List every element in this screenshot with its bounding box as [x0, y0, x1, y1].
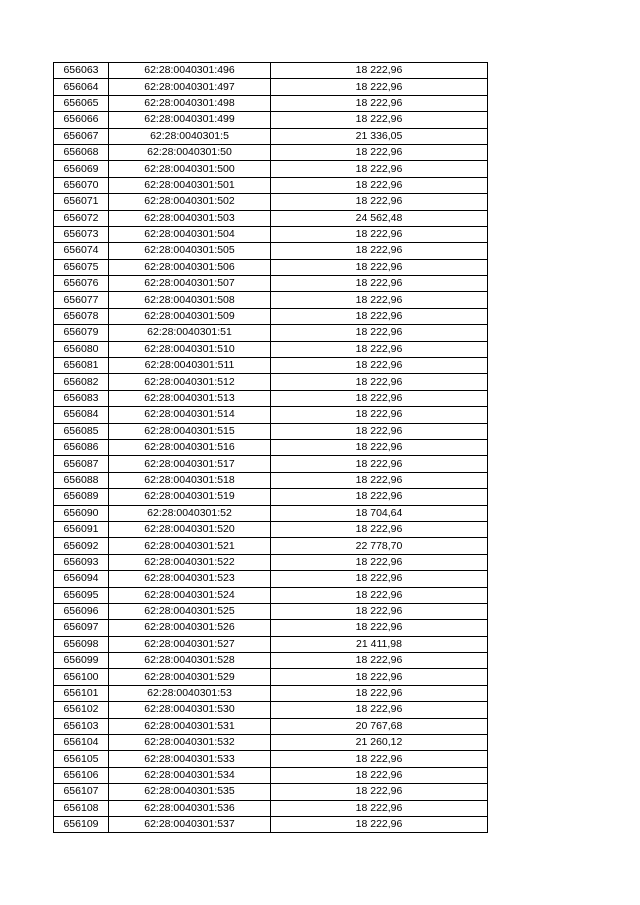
cadastral-number-cell: 62:28:0040301:515 — [109, 423, 271, 439]
row-number-cell: 656066 — [54, 112, 109, 128]
cadastral-number-cell: 62:28:0040301:535 — [109, 784, 271, 800]
cadastral-number-cell: 62:28:0040301:500 — [109, 161, 271, 177]
cadastral-number-cell: 62:28:0040301:533 — [109, 751, 271, 767]
row-number-cell: 656076 — [54, 276, 109, 292]
cadastral-value-cell: 18 222,96 — [271, 374, 488, 390]
cadastral-value-cell: 18 222,96 — [271, 292, 488, 308]
row-number-cell: 656087 — [54, 456, 109, 472]
table-row — [54, 554, 488, 570]
cadastral-value-cell: 18 222,96 — [271, 423, 488, 439]
table-row — [54, 112, 488, 128]
cadastral-value-cell: 18 222,96 — [271, 767, 488, 783]
cadastral-value-cell: 18 222,96 — [271, 177, 488, 193]
cadastral-value-cell: 18 222,96 — [271, 571, 488, 587]
cadastral-number-cell: 62:28:0040301:514 — [109, 407, 271, 423]
table-row — [54, 521, 488, 537]
cadastral-number-cell: 62:28:0040301:506 — [109, 259, 271, 275]
cadastral-number-cell: 62:28:0040301:50 — [109, 144, 271, 160]
table-row — [54, 538, 488, 554]
table-row — [54, 718, 488, 734]
row-number-cell: 656100 — [54, 669, 109, 685]
cadastral-number-cell: 62:28:0040301:527 — [109, 636, 271, 652]
row-number-cell: 656095 — [54, 587, 109, 603]
cadastral-value-cell: 18 222,96 — [271, 702, 488, 718]
table-row — [54, 751, 488, 767]
table-row — [54, 95, 488, 111]
cadastral-value-cell: 18 222,96 — [271, 784, 488, 800]
cadastral-number-cell: 62:28:0040301:53 — [109, 685, 271, 701]
cadastral-value-cell: 18 222,96 — [271, 243, 488, 259]
row-number-cell: 656078 — [54, 308, 109, 324]
row-number-cell: 656090 — [54, 505, 109, 521]
row-number-cell: 656093 — [54, 554, 109, 570]
table-row — [54, 226, 488, 242]
cadastral-number-cell: 62:28:0040301:531 — [109, 718, 271, 734]
cadastral-value-cell: 22 778,70 — [271, 538, 488, 554]
cadastral-number-cell: 62:28:0040301:52 — [109, 505, 271, 521]
cadastral-number-cell: 62:28:0040301:521 — [109, 538, 271, 554]
cadastral-number-cell: 62:28:0040301:513 — [109, 390, 271, 406]
row-number-cell: 656067 — [54, 128, 109, 144]
table-row — [54, 63, 488, 79]
cadastral-number-cell: 62:28:0040301:526 — [109, 620, 271, 636]
table-row — [54, 308, 488, 324]
row-number-cell: 656065 — [54, 95, 109, 111]
table-row — [54, 144, 488, 160]
table-row — [54, 702, 488, 718]
cadastral-value-cell: 18 222,96 — [271, 276, 488, 292]
row-number-cell: 656063 — [54, 63, 109, 79]
cadastral-number-cell: 62:28:0040301:529 — [109, 669, 271, 685]
table-row — [54, 816, 488, 832]
cadastral-number-cell: 62:28:0040301:528 — [109, 653, 271, 669]
table-row — [54, 571, 488, 587]
row-number-cell: 656079 — [54, 325, 109, 341]
table-row — [54, 128, 488, 144]
table-row — [54, 276, 488, 292]
row-number-cell: 656070 — [54, 177, 109, 193]
cadastral-number-cell: 62:28:0040301:522 — [109, 554, 271, 570]
cadastral-value-cell: 18 222,96 — [271, 358, 488, 374]
table-row — [54, 161, 488, 177]
row-number-cell: 656108 — [54, 800, 109, 816]
row-number-cell: 656097 — [54, 620, 109, 636]
table-row — [54, 685, 488, 701]
cadastral-number-cell: 62:28:0040301:501 — [109, 177, 271, 193]
cadastral-value-cell: 18 222,96 — [271, 308, 488, 324]
table-row — [54, 210, 488, 226]
table-row — [54, 177, 488, 193]
cadastral-value-cell: 18 222,96 — [271, 653, 488, 669]
cadastral-number-cell: 62:28:0040301:516 — [109, 439, 271, 455]
row-number-cell: 656094 — [54, 571, 109, 587]
cadastral-number-cell: 62:28:0040301:510 — [109, 341, 271, 357]
row-number-cell: 656096 — [54, 603, 109, 619]
row-number-cell: 656069 — [54, 161, 109, 177]
cadastral-number-cell: 62:28:0040301:536 — [109, 800, 271, 816]
cadastral-value-cell: 18 222,96 — [271, 554, 488, 570]
table-row — [54, 259, 488, 275]
row-number-cell: 656068 — [54, 144, 109, 160]
cadastral-value-cell: 18 222,96 — [271, 194, 488, 210]
table-row — [54, 341, 488, 357]
cadastral-number-cell: 62:28:0040301:505 — [109, 243, 271, 259]
cadastral-value-cell: 24 562,48 — [271, 210, 488, 226]
cadastral-number-cell: 62:28:0040301:51 — [109, 325, 271, 341]
table-row — [54, 505, 488, 521]
table-row — [54, 767, 488, 783]
row-number-cell: 656105 — [54, 751, 109, 767]
cadastral-value-cell: 18 222,96 — [271, 587, 488, 603]
row-number-cell: 656104 — [54, 735, 109, 751]
table-row — [54, 489, 488, 505]
table-row — [54, 325, 488, 341]
cadastral-value-table — [53, 62, 488, 833]
cadastral-value-cell: 18 222,96 — [271, 79, 488, 95]
row-number-cell: 656088 — [54, 472, 109, 488]
row-number-cell: 656086 — [54, 439, 109, 455]
cadastral-number-cell: 62:28:0040301:498 — [109, 95, 271, 111]
table-row — [54, 374, 488, 390]
cadastral-value-cell: 18 222,96 — [271, 685, 488, 701]
cadastral-value-cell: 18 222,96 — [271, 407, 488, 423]
cadastral-value-cell: 18 222,96 — [271, 112, 488, 128]
cadastral-value-cell: 18 222,96 — [271, 63, 488, 79]
cadastral-number-cell: 62:28:0040301:499 — [109, 112, 271, 128]
cadastral-number-cell: 62:28:0040301:524 — [109, 587, 271, 603]
table-row — [54, 439, 488, 455]
table-row — [54, 603, 488, 619]
row-number-cell: 656107 — [54, 784, 109, 800]
cadastral-number-cell: 62:28:0040301:5 — [109, 128, 271, 144]
cadastral-value-cell: 18 222,96 — [271, 521, 488, 537]
table-row — [54, 620, 488, 636]
row-number-cell: 656074 — [54, 243, 109, 259]
cadastral-number-cell: 62:28:0040301:530 — [109, 702, 271, 718]
table-row — [54, 472, 488, 488]
row-number-cell: 656075 — [54, 259, 109, 275]
cadastral-value-cell: 18 222,96 — [271, 95, 488, 111]
row-number-cell: 656077 — [54, 292, 109, 308]
cadastral-value-cell: 21 336,05 — [271, 128, 488, 144]
row-number-cell: 656109 — [54, 816, 109, 832]
cadastral-number-cell: 62:28:0040301:504 — [109, 226, 271, 242]
row-number-cell: 656085 — [54, 423, 109, 439]
table-body — [54, 63, 488, 833]
row-number-cell: 656083 — [54, 390, 109, 406]
row-number-cell: 656092 — [54, 538, 109, 554]
cadastral-value-cell: 18 222,96 — [271, 144, 488, 160]
cadastral-number-cell: 62:28:0040301:518 — [109, 472, 271, 488]
cadastral-value-cell: 18 222,96 — [271, 816, 488, 832]
row-number-cell: 656073 — [54, 226, 109, 242]
cadastral-value-cell: 18 222,96 — [271, 259, 488, 275]
table-row — [54, 784, 488, 800]
table-row — [54, 456, 488, 472]
cadastral-value-cell: 18 222,96 — [271, 620, 488, 636]
cadastral-number-cell: 62:28:0040301:517 — [109, 456, 271, 472]
row-number-cell: 656103 — [54, 718, 109, 734]
cadastral-value-cell: 18 222,96 — [271, 669, 488, 685]
row-number-cell: 656091 — [54, 521, 109, 537]
row-number-cell: 656099 — [54, 653, 109, 669]
table-row — [54, 735, 488, 751]
cadastral-number-cell: 62:28:0040301:520 — [109, 521, 271, 537]
cadastral-number-cell: 62:28:0040301:523 — [109, 571, 271, 587]
cadastral-value-cell: 18 222,96 — [271, 456, 488, 472]
cadastral-number-cell: 62:28:0040301:508 — [109, 292, 271, 308]
row-number-cell: 656082 — [54, 374, 109, 390]
table-row — [54, 669, 488, 685]
cadastral-number-cell: 62:28:0040301:502 — [109, 194, 271, 210]
cadastral-value-cell: 18 222,96 — [271, 161, 488, 177]
row-number-cell: 656071 — [54, 194, 109, 210]
cadastral-value-cell: 18 222,96 — [271, 800, 488, 816]
cadastral-value-cell: 18 222,96 — [271, 439, 488, 455]
row-number-cell: 656101 — [54, 685, 109, 701]
cadastral-number-cell: 62:28:0040301:537 — [109, 816, 271, 832]
cadastral-number-cell: 62:28:0040301:511 — [109, 358, 271, 374]
cadastral-value-cell: 18 222,96 — [271, 325, 488, 341]
cadastral-number-cell: 62:28:0040301:525 — [109, 603, 271, 619]
table-row — [54, 243, 488, 259]
cadastral-number-cell: 62:28:0040301:497 — [109, 79, 271, 95]
row-number-cell: 656102 — [54, 702, 109, 718]
table-row — [54, 800, 488, 816]
cadastral-value-cell: 18 222,96 — [271, 390, 488, 406]
table-row — [54, 423, 488, 439]
cadastral-value-cell: 18 222,96 — [271, 226, 488, 242]
table-row — [54, 194, 488, 210]
row-number-cell: 656089 — [54, 489, 109, 505]
cadastral-number-cell: 62:28:0040301:534 — [109, 767, 271, 783]
cadastral-value-cell: 20 767,68 — [271, 718, 488, 734]
table-row — [54, 407, 488, 423]
table-row — [54, 587, 488, 603]
table-row — [54, 292, 488, 308]
table-row — [54, 636, 488, 652]
cadastral-value-cell: 18 222,96 — [271, 603, 488, 619]
table-row — [54, 358, 488, 374]
cadastral-number-cell: 62:28:0040301:507 — [109, 276, 271, 292]
cadastral-number-cell: 62:28:0040301:519 — [109, 489, 271, 505]
cadastral-number-cell: 62:28:0040301:509 — [109, 308, 271, 324]
row-number-cell: 656080 — [54, 341, 109, 357]
row-number-cell: 656106 — [54, 767, 109, 783]
cadastral-number-cell: 62:28:0040301:496 — [109, 63, 271, 79]
cadastral-value-cell: 18 222,96 — [271, 341, 488, 357]
cadastral-value-cell: 18 222,96 — [271, 751, 488, 767]
cadastral-value-cell: 18 704,64 — [271, 505, 488, 521]
cadastral-number-cell: 62:28:0040301:532 — [109, 735, 271, 751]
row-number-cell: 656081 — [54, 358, 109, 374]
cadastral-number-cell: 62:28:0040301:503 — [109, 210, 271, 226]
row-number-cell: 656098 — [54, 636, 109, 652]
cadastral-number-cell: 62:28:0040301:512 — [109, 374, 271, 390]
cadastral-value-cell: 21 260,12 — [271, 735, 488, 751]
table-row — [54, 390, 488, 406]
table-row — [54, 79, 488, 95]
cadastral-value-cell: 18 222,96 — [271, 472, 488, 488]
cadastral-value-cell: 18 222,96 — [271, 489, 488, 505]
row-number-cell: 656084 — [54, 407, 109, 423]
row-number-cell: 656072 — [54, 210, 109, 226]
table-row — [54, 653, 488, 669]
cadastral-value-cell: 21 411,98 — [271, 636, 488, 652]
row-number-cell: 656064 — [54, 79, 109, 95]
